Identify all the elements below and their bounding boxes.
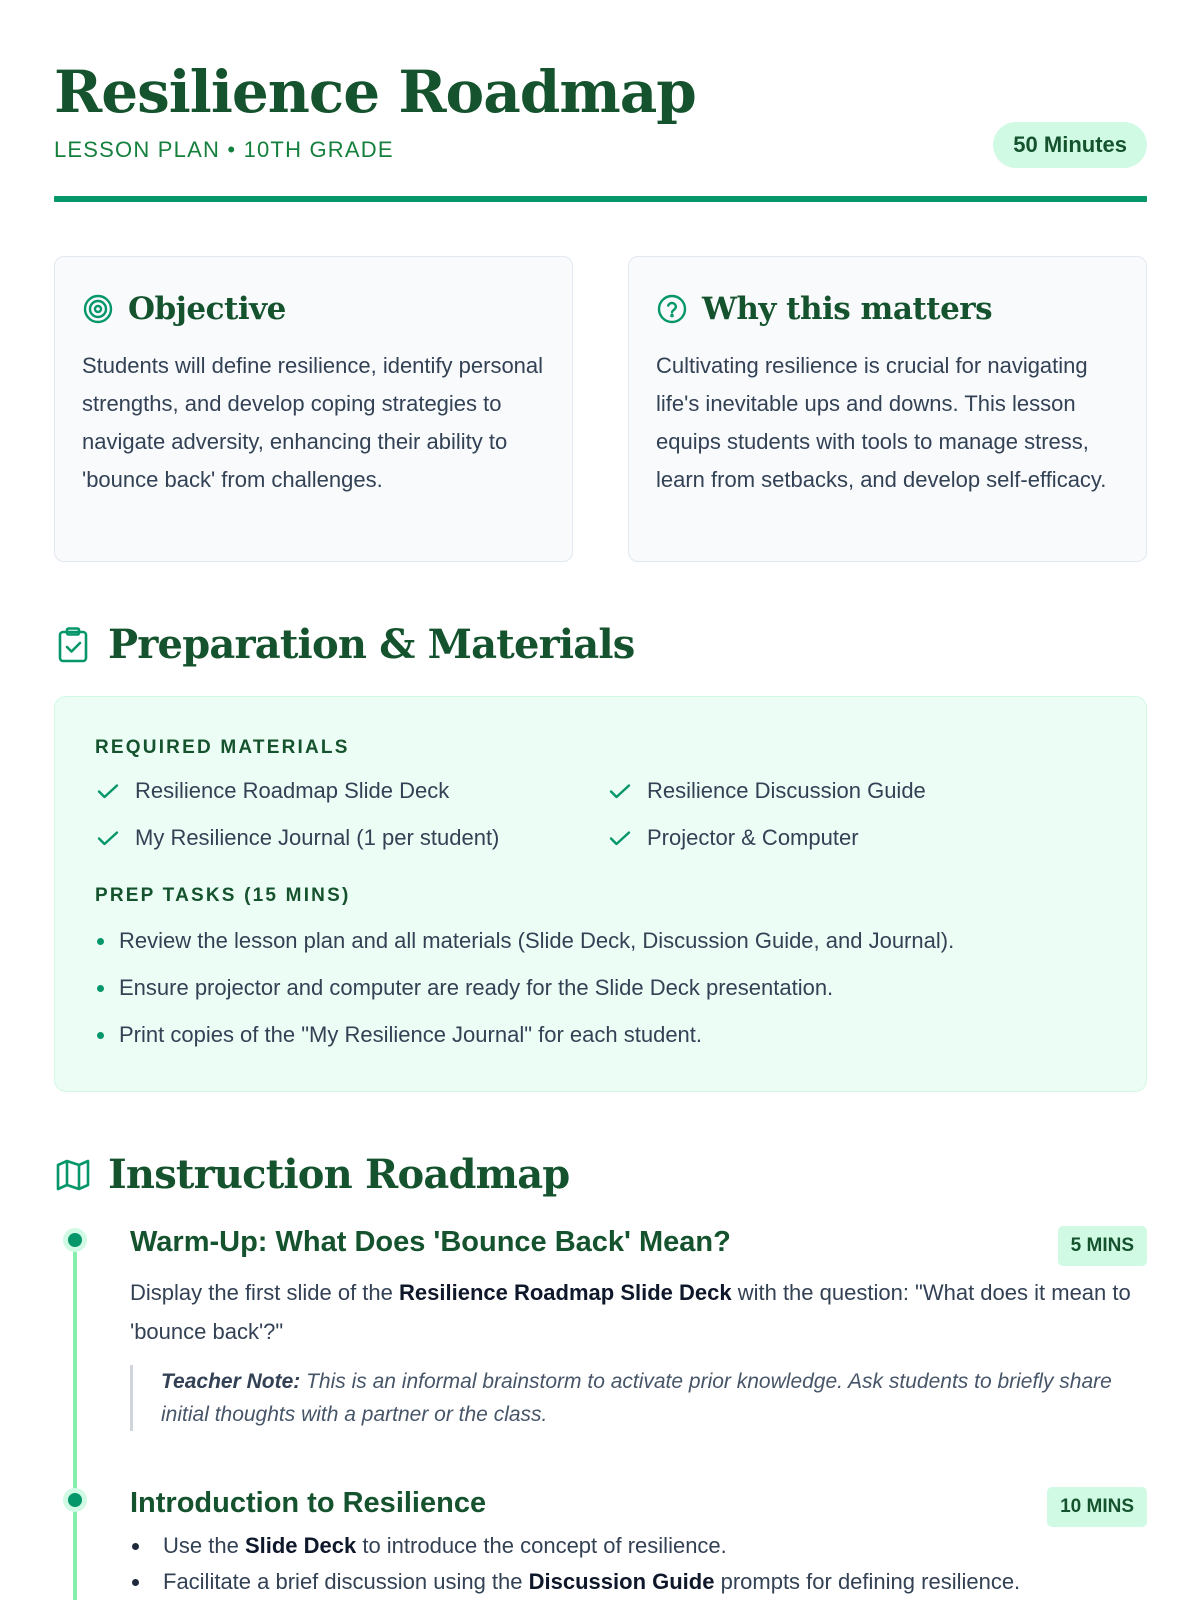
step-bullet xyxy=(130,1528,1147,1564)
page-title: Resilience Roadmap xyxy=(54,58,696,126)
why-header xyxy=(656,287,1119,331)
step-text: with the question: "What does it mean to 'bounce back'?" xyxy=(130,1280,1131,1344)
step-title: Introduction to Resilience xyxy=(130,1487,487,1519)
material-item xyxy=(607,818,1087,857)
timeline-line xyxy=(73,1240,77,1600)
target-icon xyxy=(82,293,114,325)
step-bullet xyxy=(130,1564,1147,1600)
bullet-text: to introduce the concept of resilience. xyxy=(356,1533,727,1558)
clipboard-check-icon xyxy=(54,626,92,664)
teacher-note xyxy=(130,1365,1147,1431)
material-item xyxy=(95,818,607,857)
header-divider xyxy=(54,196,1147,202)
step-duration-badge: 5 MINS xyxy=(1058,1226,1147,1266)
page-subtitle: LESSON PLAN • 10TH GRADE xyxy=(54,137,394,162)
material-label: Resilience Roadmap Slide Deck xyxy=(135,777,450,803)
question-circle-icon xyxy=(656,293,688,325)
timeline-dot xyxy=(63,1228,87,1252)
why-card xyxy=(628,256,1147,562)
material-item xyxy=(95,771,607,810)
bullet-emphasis: Slide Deck xyxy=(244,1533,357,1558)
prep-task: Print copies of the "My Resilience Journal" for each student. xyxy=(95,1011,1106,1058)
objective-title: Objective xyxy=(128,291,286,327)
materials-label: REQUIRED MATERIALS xyxy=(95,737,350,758)
bullet-text: prompts for defining resilience. xyxy=(714,1569,1021,1594)
step-duration-badge: 10 MINS xyxy=(1047,1487,1147,1527)
prep-task-list xyxy=(95,917,1106,1058)
check-icon xyxy=(607,825,633,851)
timeline-dot xyxy=(63,1488,87,1512)
duration-badge: 50 Minutes xyxy=(993,122,1147,168)
objective-card xyxy=(54,256,573,562)
prep-task: Ensure projector and computer are ready for the Slide Deck presentation. xyxy=(95,964,1106,1011)
preparation-header xyxy=(54,621,635,668)
check-icon xyxy=(95,825,121,851)
check-icon xyxy=(95,778,121,804)
objective-header xyxy=(82,287,545,331)
prep-tasks-label: PREP TASKS (15 MINS) xyxy=(95,885,351,906)
materials-list xyxy=(95,771,1106,857)
preparation-title: Preparation & Materials xyxy=(108,621,635,668)
instruction-step xyxy=(130,1487,1147,1600)
materials-panel xyxy=(54,696,1147,1092)
material-item xyxy=(607,771,1087,810)
step-text-emphasis: Resilience Roadmap Slide Deck xyxy=(399,1280,732,1305)
material-label: My Resilience Journal (1 per student) xyxy=(135,824,500,850)
step-text: Display the first slide of the xyxy=(130,1280,400,1305)
teacher-note-text: This is an informal brainstorm to activate prior knowledge. Ask students to briefly share initial thoughts with a partner or the class. xyxy=(161,1370,1112,1426)
why-text: Cultivating resilience is crucial for navigating life's inevitable ups and downs. This lesson equips students with tools to manage stress, learn from setbacks, and develop self-efficacy. xyxy=(656,353,1107,492)
bullet-text: Use the xyxy=(163,1533,245,1558)
material-label: Resilience Discussion Guide xyxy=(647,777,926,803)
material-label: Projector & Computer xyxy=(647,824,859,850)
check-icon xyxy=(607,778,633,804)
bullet-text: Facilitate a brief discussion using the xyxy=(163,1569,529,1594)
why-title: Why this matters xyxy=(702,291,993,327)
instruction-step xyxy=(130,1226,1147,1431)
step-title: Warm-Up: What Does 'Bounce Back' Mean? xyxy=(130,1226,731,1258)
objective-text: Students will define resilience, identify personal strengths, and develop coping strategies to navigate adversity, enhancing their ability to 'bounce back' from challenges. xyxy=(82,353,544,492)
map-icon xyxy=(54,1156,92,1194)
bullet-emphasis: Discussion Guide xyxy=(528,1569,715,1594)
prep-task: Review the lesson plan and all materials (Slide Deck, Discussion Guide, and Journal). xyxy=(95,917,1106,964)
step-description xyxy=(130,1273,1147,1351)
teacher-note-label: Teacher Note: xyxy=(161,1370,301,1393)
instruction-header xyxy=(54,1151,569,1198)
instruction-title: Instruction Roadmap xyxy=(108,1151,570,1198)
step-bullet-list xyxy=(130,1528,1147,1600)
